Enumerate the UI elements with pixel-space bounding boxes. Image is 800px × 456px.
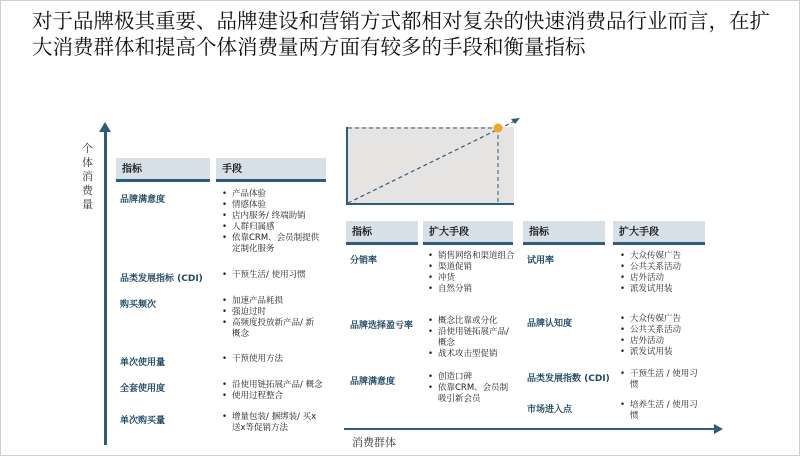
list-item: • 高频度投放新产品/ 新概念 bbox=[222, 318, 322, 340]
mid-means-1 bbox=[428, 316, 520, 360]
right-metric-2: 品类发展指数 (CDI) bbox=[527, 374, 610, 384]
list-item: • 沿使用链拓展产品/ 概念 bbox=[222, 380, 334, 391]
target-dot bbox=[494, 124, 503, 133]
right-metric-3: 市场进入点 bbox=[527, 405, 573, 415]
left-metric-header: 指标 bbox=[116, 158, 210, 182]
mid-means-2 bbox=[428, 372, 516, 405]
diagonal-arrow-icon bbox=[511, 118, 520, 124]
vertical-axis-label: 个体消费量 bbox=[82, 142, 93, 211]
list-item: • 派发试用装 bbox=[620, 284, 710, 295]
left-metric-3: 单次使用量 bbox=[120, 358, 166, 368]
mid-metric-0: 分销率 bbox=[350, 256, 378, 266]
list-item: • 销售网络和渠道组合 bbox=[428, 251, 518, 262]
list-item: • 干预使用方法 bbox=[222, 354, 332, 365]
right-means-1 bbox=[620, 314, 710, 358]
list-item: • 公共关系活动 bbox=[620, 262, 710, 273]
list-item: • 增量包装/ 捆绑装/ 买x送x等促销方法 bbox=[222, 412, 322, 434]
list-item: • 干预生活 / 使用习惯 bbox=[620, 369, 700, 391]
list-item: • 自然分销 bbox=[428, 284, 518, 295]
left-metric-0: 品牌满意度 bbox=[120, 195, 166, 205]
list-item: • 冲货 bbox=[428, 273, 518, 284]
list-item: • 依靠CRM、会员制提供定制化服务 bbox=[222, 233, 327, 255]
mid-metric-header: 指标 bbox=[346, 221, 418, 245]
right-means-2 bbox=[620, 369, 700, 391]
list-item: • 加速产品耗损 bbox=[222, 296, 322, 307]
mid-metric-2: 品牌满意度 bbox=[350, 377, 396, 387]
right-means-header: 扩大手段 bbox=[613, 221, 705, 245]
list-item: • 店外活动 bbox=[620, 336, 710, 347]
left-metric-1: 品类发展指标 (CDI) bbox=[120, 274, 203, 284]
list-item: • 沿使用链拓展产品/ 概念 bbox=[428, 327, 520, 349]
list-item: • 公共关系活动 bbox=[620, 325, 710, 336]
list-item: • 产品体验 bbox=[222, 189, 327, 200]
right-metric-0: 试用率 bbox=[527, 256, 555, 266]
list-item: • 依靠CRM、会员制吸引新会员 bbox=[428, 383, 516, 405]
list-item: • 店内服务/ 终端助销 bbox=[222, 211, 327, 222]
list-item: • 强迫过时 bbox=[222, 307, 322, 318]
horizontal-axis-label: 消费群体 bbox=[352, 436, 396, 449]
left-metric-4: 全套使用度 bbox=[120, 384, 166, 394]
list-item: • 概念比靠或分化 bbox=[428, 316, 520, 327]
list-item: • 渠道促销 bbox=[428, 262, 518, 273]
right-metric-1: 品牌认知度 bbox=[527, 319, 573, 329]
list-item: • 战术攻击型促销 bbox=[428, 349, 520, 360]
mid-means-header: 扩大手段 bbox=[423, 221, 513, 245]
list-item: • 情感体验 bbox=[222, 200, 327, 211]
left-metric-5: 单次购买量 bbox=[120, 416, 166, 426]
left-metric-2: 购买频次 bbox=[120, 300, 157, 310]
list-item: • 派发试用装 bbox=[620, 347, 710, 358]
list-item: • 店外活动 bbox=[620, 273, 710, 284]
list-item: • 大众传媒广告 bbox=[620, 251, 710, 262]
list-item: • 使用过程整合 bbox=[222, 391, 334, 402]
mid-means-0 bbox=[428, 251, 518, 295]
right-means-0 bbox=[620, 251, 710, 295]
list-item: • 人群归属感 bbox=[222, 222, 327, 233]
list-item: • 大众传媒广告 bbox=[620, 314, 710, 325]
left-means-header: 手段 bbox=[216, 158, 326, 182]
list-item: • 干预生活/ 使用习惯 bbox=[222, 270, 332, 281]
slide-title: 对于品牌极其重要、品牌建设和营销方式都相对复杂的快速消费品行业而言，在扩大消费群体和提高个体消费量两方面有较多的手段和衡量指标 bbox=[32, 9, 770, 59]
mid-metric-1: 品牌选择盈亏率 bbox=[350, 321, 414, 331]
list-item: • 创造口碑 bbox=[428, 372, 516, 383]
diagonal-dashed-line bbox=[348, 120, 517, 203]
right-metric-header: 指标 bbox=[523, 221, 605, 245]
list-item: • 培养生活 / 使用习惯 bbox=[620, 400, 700, 422]
right-means-3 bbox=[620, 400, 700, 422]
